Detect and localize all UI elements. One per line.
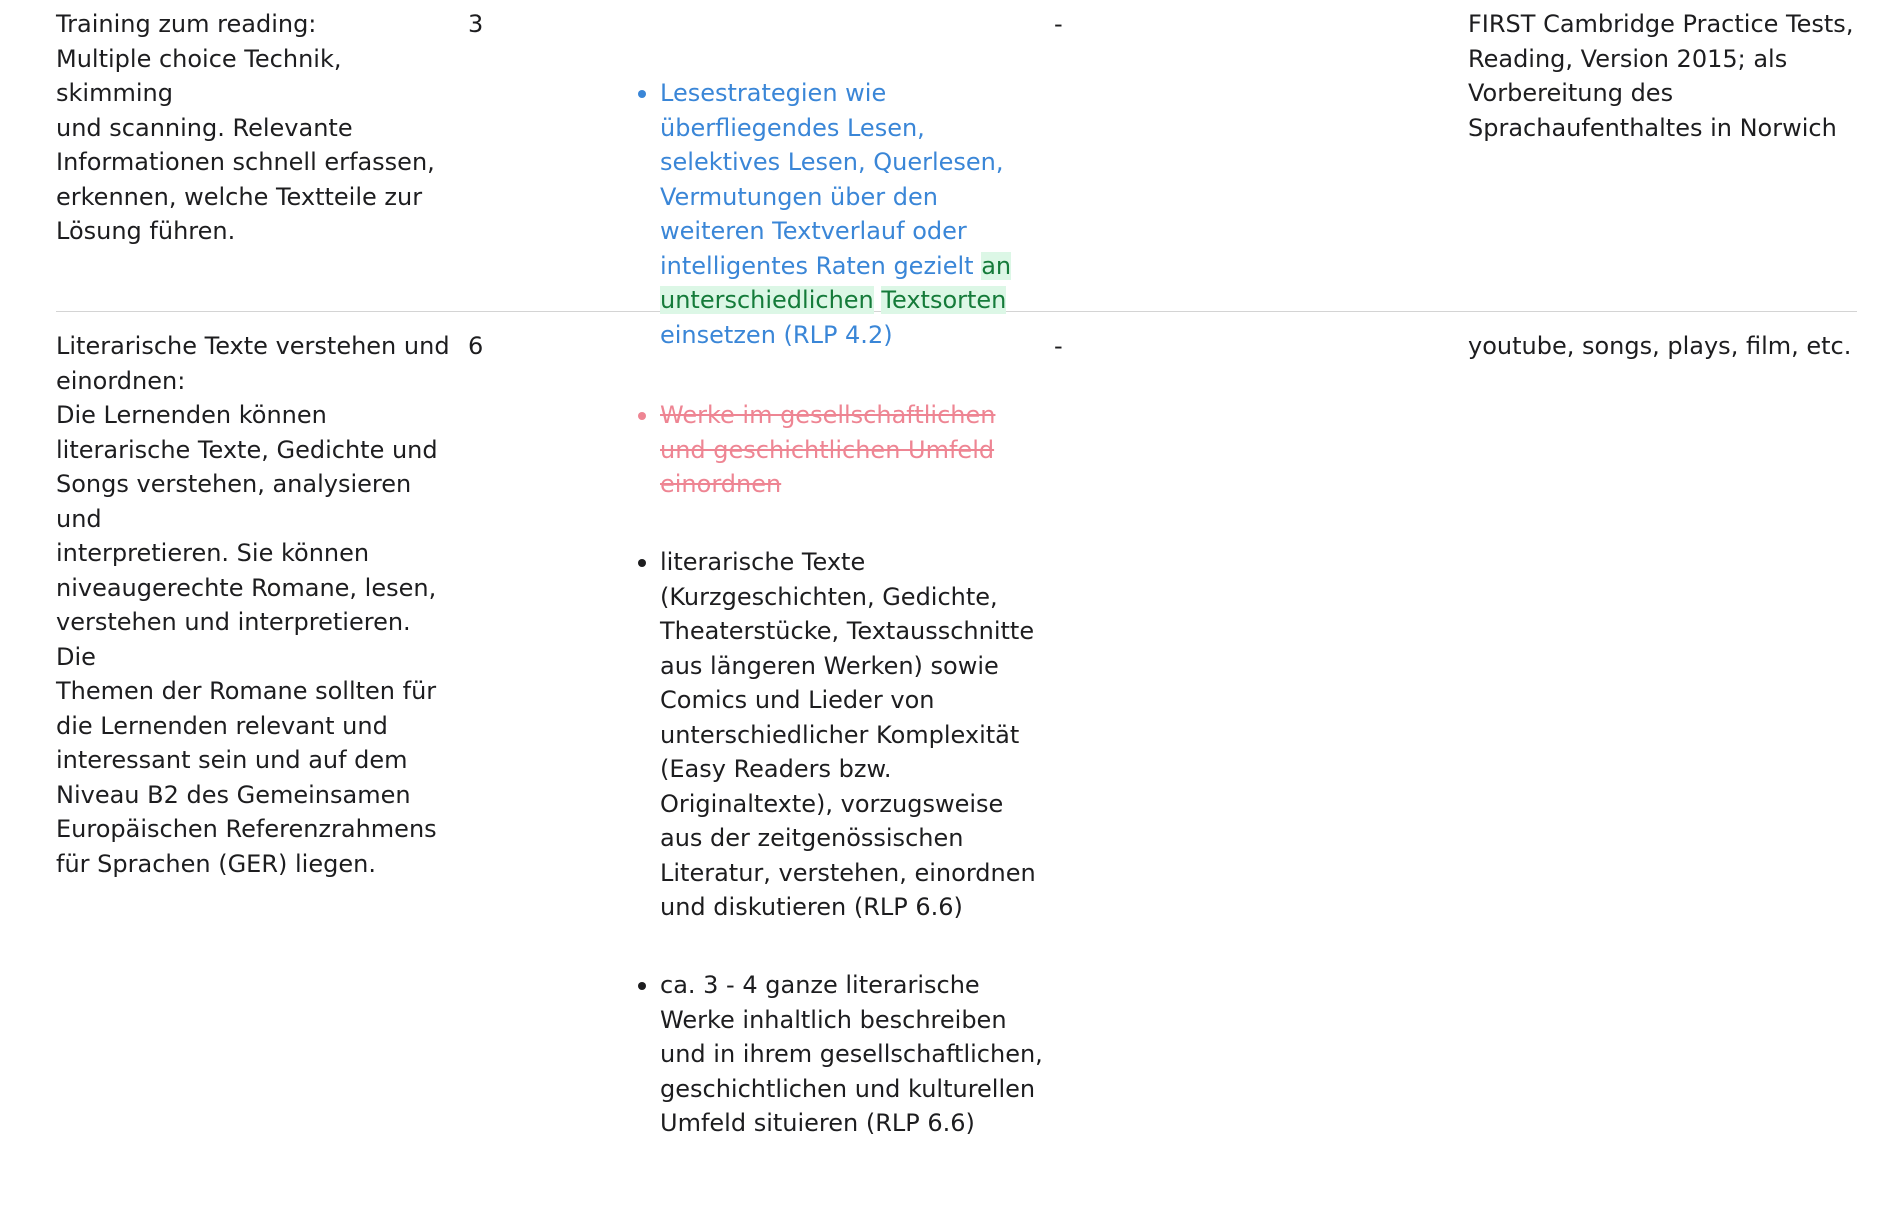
hours-cell: 6 (468, 332, 484, 360)
goal-item: ca. 3 - 4 ganze literarische Werke inhaltlich beschreiben und in ihrem gesellschaftlichen, geschichtlichen und kulturellen Umfeld situieren (RLP 6.6) (660, 968, 1090, 1141)
highlight-word: Textsorten (881, 286, 1007, 314)
goal-item: literarische Texte (Kurzgeschichten, Gedichte, Theaterstücke, Textausschnitte aus längeren Werken) sowie Comics und Lieder von unterschiedlicher Komplexität (Easy Readers bzw. Originaltexte), vorzugsweise aus der zeitgenössischen Literatur, verstehen, einordnen und diskutieren (RLP 6.6) (660, 545, 1090, 925)
material-cell: youtube, songs, plays, film, etc. (1468, 332, 1852, 360)
table-row (56, 312, 1857, 1137)
goal-item-added (660, 76, 1090, 352)
goals-cell (660, 329, 1090, 1219)
goal-text-tail: einsetzen (RLP 4.2) (660, 320, 893, 349)
highlight-word: an (981, 251, 1012, 280)
goal-text: Lesestrategien wie überfliegendes Lesen, selektives Lesen, Querlesen, Vermutungen über den weiteren Textverlauf oder intelligentes Raten gezielt (660, 79, 1004, 280)
method-cell: - (1054, 10, 1063, 38)
curriculum-table (56, 7, 1857, 1137)
goals-list (660, 364, 1090, 1185)
method-cell: - (1054, 332, 1063, 360)
topic-cell: Literarische Texte verstehen und einordnen: Die Lernenden können literarische Texte, Gedichte und Songs verstehen, analysieren und interpretieren. Sie können niveaugerechte Romane, lesen, verstehen und interpretieren. Die Themen der Romane sollten für die Lernenden relevant und interessant sein und auf dem Niveau B2 des Gemeinsamen Europäischen Referenzrahmens für Sprachen (GER) liegen. (56, 332, 450, 878)
goal-item-removed: Werke im gesellschaftlichen und geschichtlichen Umfeld einordnen (660, 398, 1090, 502)
material-cell: FIRST Cambridge Practice Tests, Reading, Version 2015; als Vorbereitung des Sprachaufenthaltes in Norwich (1468, 10, 1854, 142)
hours-cell: 3 (468, 10, 484, 38)
highlight-word: unterschiedlichen (660, 286, 874, 314)
topic-cell: Training zum reading: Multiple choice Technik, skimming und scanning. Relevante Informationen schnell erfassen, erkennen, welche Textteile zur Lösung führen. (56, 10, 435, 245)
